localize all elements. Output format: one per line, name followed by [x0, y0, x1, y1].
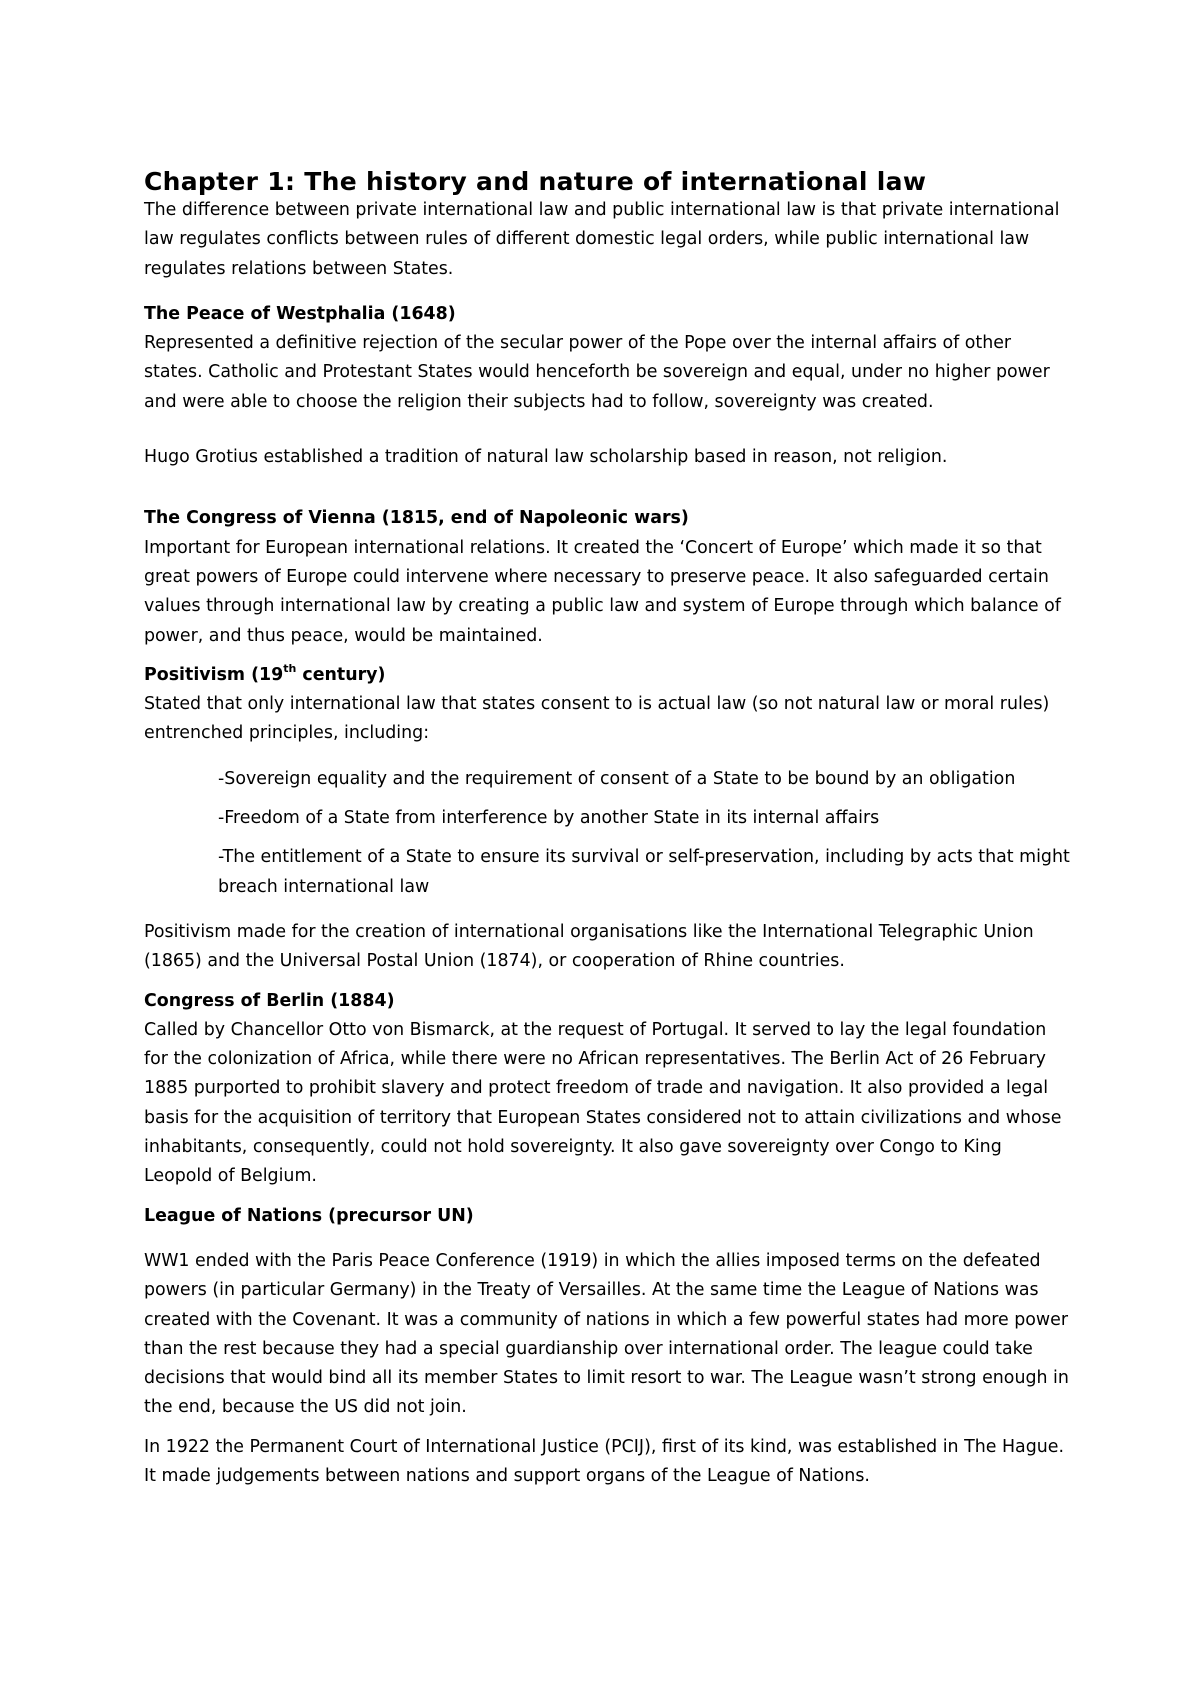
westphalia-heading: The Peace of Westphalia (1648)	[144, 303, 456, 324]
positivism-item: -Freedom of a State from interference by another State in its internal affairs	[218, 808, 880, 829]
berlin-paragraph: Called by Chancellor Otto von Bismarck, at the request of Portugal. It served to lay the legal foundation for the colonization of Africa, while there were no African representatives. The Berlin Act of 26 February 1885 purported to prohibit slavery and protect freedom of trade and navigation. It also provided a legal basis for the acquisition of territory that European States considered not to attain civilizations and whose inhabitants, consequently, could not hold sovereignty. It also gave sovereignty over Congo to King Leopold of Belgium.	[144, 1019, 1062, 1187]
chapter-title: Chapter 1: The history and nature of international law	[144, 167, 927, 196]
league-heading: League of Nations (precursor UN)	[144, 1205, 474, 1226]
positivism-heading-pre: Positivism (19	[144, 664, 284, 685]
westphalia-paragraph: Represented a definitive rejection of the secular power of the Pope over the internal affairs of other states. Catholic and Protestant States would henceforth be sovereign and equal, under no higher power and were able to choose the religion their subjects had to follow, sovereignty was created.	[144, 333, 1050, 412]
vienna-paragraph: Important for European international relations. It created the ‘Concert of Europe’ which made it so that great powers of Europe could intervene where necessary to preserve peace. It also safeguarded certain values through international law by creating a public law and system of Europe through which balance of power, and thus peace, would be maintained.	[144, 537, 1061, 646]
positivism-heading-post: century)	[296, 664, 386, 685]
grotius-paragraph: Hugo Grotius established a tradition of natural law scholarship based in reason, not religion.	[144, 447, 948, 468]
positivism-after-paragraph: Positivism made for the creation of international organisations like the International Telegraphic Union (1865) and the Universal Postal Union (1874), or cooperation of Rhine countries.	[144, 921, 1034, 972]
berlin-heading: Congress of Berlin (1884)	[144, 990, 395, 1011]
positivism-heading-sup: th	[283, 662, 297, 676]
document-body	[144, 166, 1074, 1491]
league-paragraph: WW1 ended with the Paris Peace Conference (1919) in which the allies imposed terms on the defeated powers (in particular Germany) in the Treaty of Versailles. At the same time the League of Nations was created with the Covenant. It was a community of nations in which a few powerful states had more power than the rest because they had a special guardianship over international order. The league could take decisions that would bind all its member States to limit resort to war. The League wasn’t strong enough in the end, because the US did not join.	[144, 1250, 1069, 1418]
intro-paragraph: The difference between private international law and public international law is that private international law regulates conflicts between rules of different domestic legal orders, while public international law regulates relations between States.	[144, 200, 1060, 279]
positivism-item: -Sovereign equality and the requirement of consent of a State to be bound by an obligation	[218, 768, 1016, 789]
positivism-paragraph: Stated that only international law that states consent to is actual law (so not natural law or moral rules) entrenched principles, including:	[144, 694, 1050, 744]
positivism-heading	[144, 661, 1074, 690]
pcij-paragraph: In 1922 the Permanent Court of International Justice (PCIJ), first of its kind, was established in The Hague. It made judgements between nations and support organs of the League of Nations.	[144, 1436, 1064, 1486]
vienna-heading: The Congress of Vienna (1815, end of Napoleonic wars)	[144, 508, 689, 529]
positivism-item: -The entitlement of a State to ensure its survival or self-preservation, including by acts that might breach international law	[218, 847, 1070, 897]
